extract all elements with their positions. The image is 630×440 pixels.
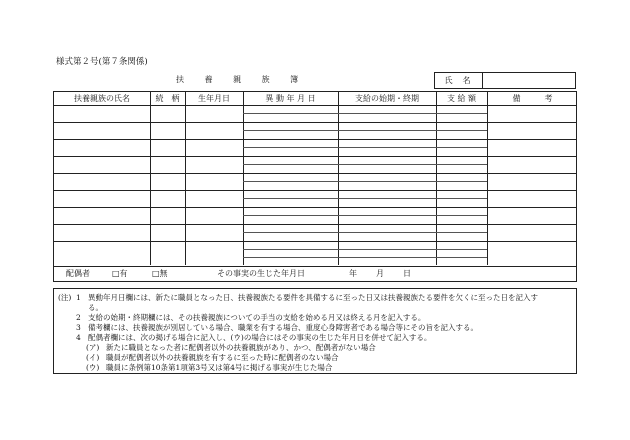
- row-divider: [54, 241, 576, 242]
- subnote-text: 新たに職員となった者に配偶者以外の扶養親族があり、かつ、配偶者がない場合: [106, 343, 376, 352]
- dependents-table: [53, 91, 577, 282]
- sub-row-divider: [243, 147, 487, 148]
- subnote-text: 職員が配偶者以外の扶養親族を有するに至った時に配偶者のない場合: [106, 353, 339, 362]
- header-dependent-name: 扶養親族の氏名: [74, 94, 130, 103]
- page-title: 扶 養 親 族 簿: [176, 75, 299, 84]
- spouse-none-checkbox[interactable]: □無: [152, 269, 168, 278]
- subnote-number: (ア): [86, 343, 100, 352]
- header-remarks: 備 考: [512, 94, 553, 103]
- spouse-has-checkbox[interactable]: □有: [112, 269, 128, 278]
- column-divider: [436, 92, 437, 265]
- row-divider: [54, 139, 576, 140]
- row-divider: [54, 105, 576, 106]
- sub-row-divider: [243, 130, 487, 131]
- sub-row-divider: [243, 181, 487, 182]
- sub-row-divider: [243, 215, 487, 216]
- row-divider: [54, 122, 576, 123]
- note-text: る。: [88, 303, 103, 312]
- sub-row-divider: [243, 232, 487, 233]
- note-text: 異動年月日欄には、新たに職員となった日、扶養親族たる要件を具備するに至った日又は扶養親族たる要件を欠くに至った日を記入す: [88, 293, 538, 302]
- header-change-date: 異 動 年 月 日: [265, 94, 316, 103]
- sub-row-divider: [243, 257, 487, 258]
- fact-date-label: その事実の生じた年月日: [217, 269, 305, 278]
- row-divider: [54, 156, 576, 157]
- subnote-text: 職員に条例第10条第1項第3号又は第4号に掲げる事実が生じた場合: [106, 363, 333, 372]
- subnote-number: (ウ): [86, 363, 100, 372]
- notes-box: [53, 288, 577, 374]
- column-divider: [338, 92, 339, 265]
- note-text: 支給の始期・終期欄には、その扶養親族についての手当の支給を始める月又は終える月を記入する。: [88, 313, 426, 322]
- name-box: [434, 72, 576, 89]
- header-period: 支給の始期・終期: [355, 94, 419, 103]
- row-divider: [54, 190, 576, 191]
- sub-row-divider: [243, 113, 487, 114]
- column-divider: [487, 92, 488, 265]
- header-relationship: 続 柄: [155, 94, 180, 103]
- note-number: 3: [76, 323, 81, 332]
- sub-row-divider: [243, 164, 487, 165]
- note-number: 4: [76, 333, 81, 342]
- sub-row-divider: [243, 198, 487, 199]
- name-label: 氏名: [435, 73, 483, 88]
- header-birth-date: 生年月日: [198, 94, 230, 103]
- row-divider: [54, 207, 576, 208]
- row-divider: [54, 224, 576, 225]
- row-divider: [54, 173, 576, 174]
- note-text: 備考欄には、扶養親族が別居している場合、職業を有する場合、重度心身障害者である場合等にその旨を記入する。: [88, 323, 478, 332]
- form-number-label: 様式第２号(第７条関係): [56, 57, 148, 67]
- spouse-row: [54, 265, 576, 281]
- notes-prefix: (注): [58, 293, 72, 302]
- spouse-label: 配偶者: [66, 269, 90, 278]
- note-number: 1: [76, 293, 81, 302]
- column-divider: [150, 92, 151, 265]
- year-label: 年: [349, 269, 357, 278]
- day-label: 日: [403, 269, 411, 278]
- sub-row-divider: [243, 249, 487, 250]
- note-text: 配偶者欄には、次の掲げる場合に記入し、(ウ)の場合にはその事実の生じた年月日を併せて記入する。: [88, 333, 432, 342]
- note-number: 2: [76, 313, 81, 322]
- column-divider: [243, 92, 244, 265]
- subnote-number: (イ): [86, 353, 100, 362]
- header-amount: 支 給 額: [446, 94, 477, 103]
- month-label: 月: [376, 269, 384, 278]
- column-divider: [185, 92, 186, 265]
- name-field[interactable]: [483, 73, 575, 88]
